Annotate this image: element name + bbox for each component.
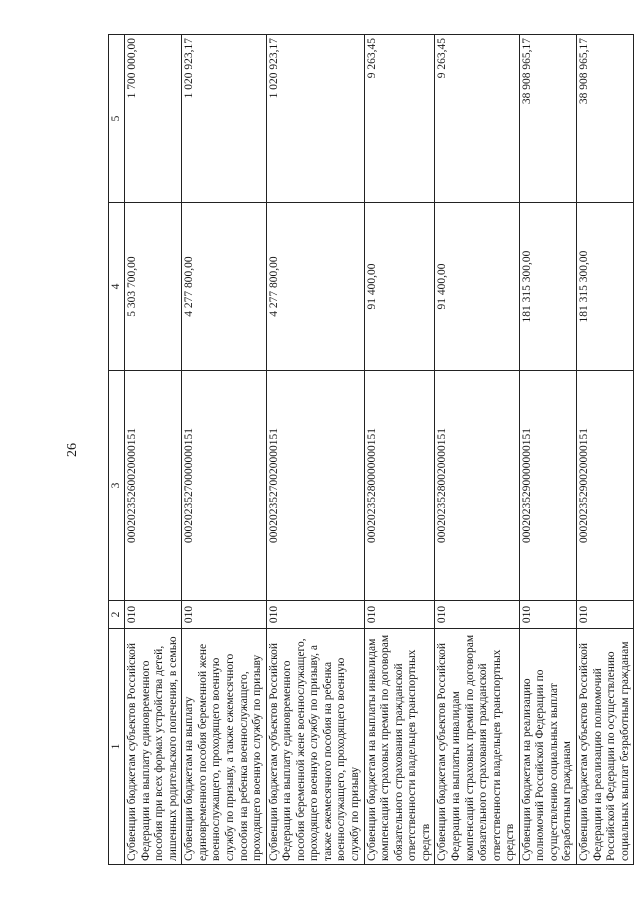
row-kbk-cell: 00020235290020000151 bbox=[577, 371, 634, 601]
table-row bbox=[364, 35, 435, 865]
page-number: 26 bbox=[65, 443, 80, 457]
row-name-cell: Субвенции бюджетам субъектов Российской Федерации на реализацию полномочий Российской Федерации по осуществлению социальных выплат безработным гражданам bbox=[577, 629, 634, 865]
row-code-cell: 010 bbox=[182, 601, 266, 629]
table-row bbox=[182, 35, 266, 865]
row-name-cell: Субвенции бюджетам субъектов Российской Федерации на выплаты инвалидам компенсаций страховых премий по договорам обязательного страхования гражданской ответственности владельцев транспортных средств bbox=[435, 629, 519, 865]
row-fact-cell: 1 020 923,17 bbox=[266, 35, 364, 203]
row-fact-cell: 1 020 923,17 bbox=[182, 35, 266, 203]
row-code-cell: 010 bbox=[577, 601, 634, 629]
header-col-2: 2 bbox=[109, 601, 125, 629]
row-plan-cell: 181 315 300,00 bbox=[577, 203, 634, 371]
row-name-cell: Субвенции бюджетам субъектов Российской Федерации на выплату единовременного пособия беременной жене военнослужащего, проходящего военную службу по призыву, а также ежемесячного пособия на ребенка военнослужащего, проходящего военную службу по призыву bbox=[266, 629, 364, 865]
row-code-cell: 010 bbox=[364, 601, 435, 629]
row-name-cell: Субвенции бюджетам на выплату единовременного пособия беременной жене военнослужащего, проходящего военную службу по призыву, а также ежемесячного пособия на ребенка военнослужащего, проходящего военную службу по призыву bbox=[182, 629, 266, 865]
header-col-3: 3 bbox=[109, 371, 125, 601]
table-row bbox=[577, 35, 634, 865]
row-plan-cell: 91 400,00 bbox=[435, 203, 519, 371]
row-kbk-cell: 00020235290000000151 bbox=[519, 371, 576, 601]
header-col-4: 4 bbox=[109, 203, 125, 371]
row-kbk-cell: 00020235280020000151 bbox=[435, 371, 519, 601]
row-kbk-cell: 00020235260020000151 bbox=[125, 371, 182, 601]
header-col-1: 1 bbox=[109, 629, 125, 865]
row-plan-cell: 4 277 800,00 bbox=[266, 203, 364, 371]
row-fact-cell: 9 263,45 bbox=[435, 35, 519, 203]
table-row bbox=[266, 35, 364, 865]
row-fact-cell: 38 908 965,17 bbox=[519, 35, 576, 203]
rotated-table-wrapper bbox=[108, 35, 631, 865]
header-row bbox=[109, 35, 125, 865]
row-fact-cell: 9 263,45 bbox=[364, 35, 435, 203]
row-name-cell: Субвенции бюджетам на выплаты инвалидам компенсаций страховых премий по договорам обязательного страхования гражданской ответственности владельцев транспортных средств bbox=[364, 629, 435, 865]
row-code-cell: 010 bbox=[435, 601, 519, 629]
row-plan-cell: 181 315 300,00 bbox=[519, 203, 576, 371]
row-kbk-cell: 00020235270020000151 bbox=[266, 371, 364, 601]
table-row bbox=[125, 35, 182, 865]
row-plan-cell: 4 277 800,00 bbox=[182, 203, 266, 371]
budget-table bbox=[108, 34, 634, 865]
row-kbk-cell: 00020235280000000151 bbox=[364, 371, 435, 601]
row-code-cell: 010 bbox=[519, 601, 576, 629]
row-plan-cell: 5 303 700,00 bbox=[125, 203, 182, 371]
table-row bbox=[435, 35, 519, 865]
row-fact-cell: 38 908 965,17 bbox=[577, 35, 634, 203]
row-kbk-cell: 00020235270000000151 bbox=[182, 371, 266, 601]
row-name-cell: Субвенции бюджетам субъектов Российской Федерации на выплату единовременного пособия при всех формах устройства детей, лишенных родительского попечения, в семью bbox=[125, 629, 182, 865]
row-name-cell: Субвенции бюджетам на реализацию полномочий Российской Федерации по осуществлению социальных выплат безработным гражданам bbox=[519, 629, 576, 865]
table-row bbox=[519, 35, 576, 865]
row-fact-cell: 1 700 000,00 bbox=[125, 35, 182, 203]
header-col-5: 5 bbox=[109, 35, 125, 203]
row-code-cell: 010 bbox=[266, 601, 364, 629]
row-code-cell: 010 bbox=[125, 601, 182, 629]
row-plan-cell: 91 400,00 bbox=[364, 203, 435, 371]
